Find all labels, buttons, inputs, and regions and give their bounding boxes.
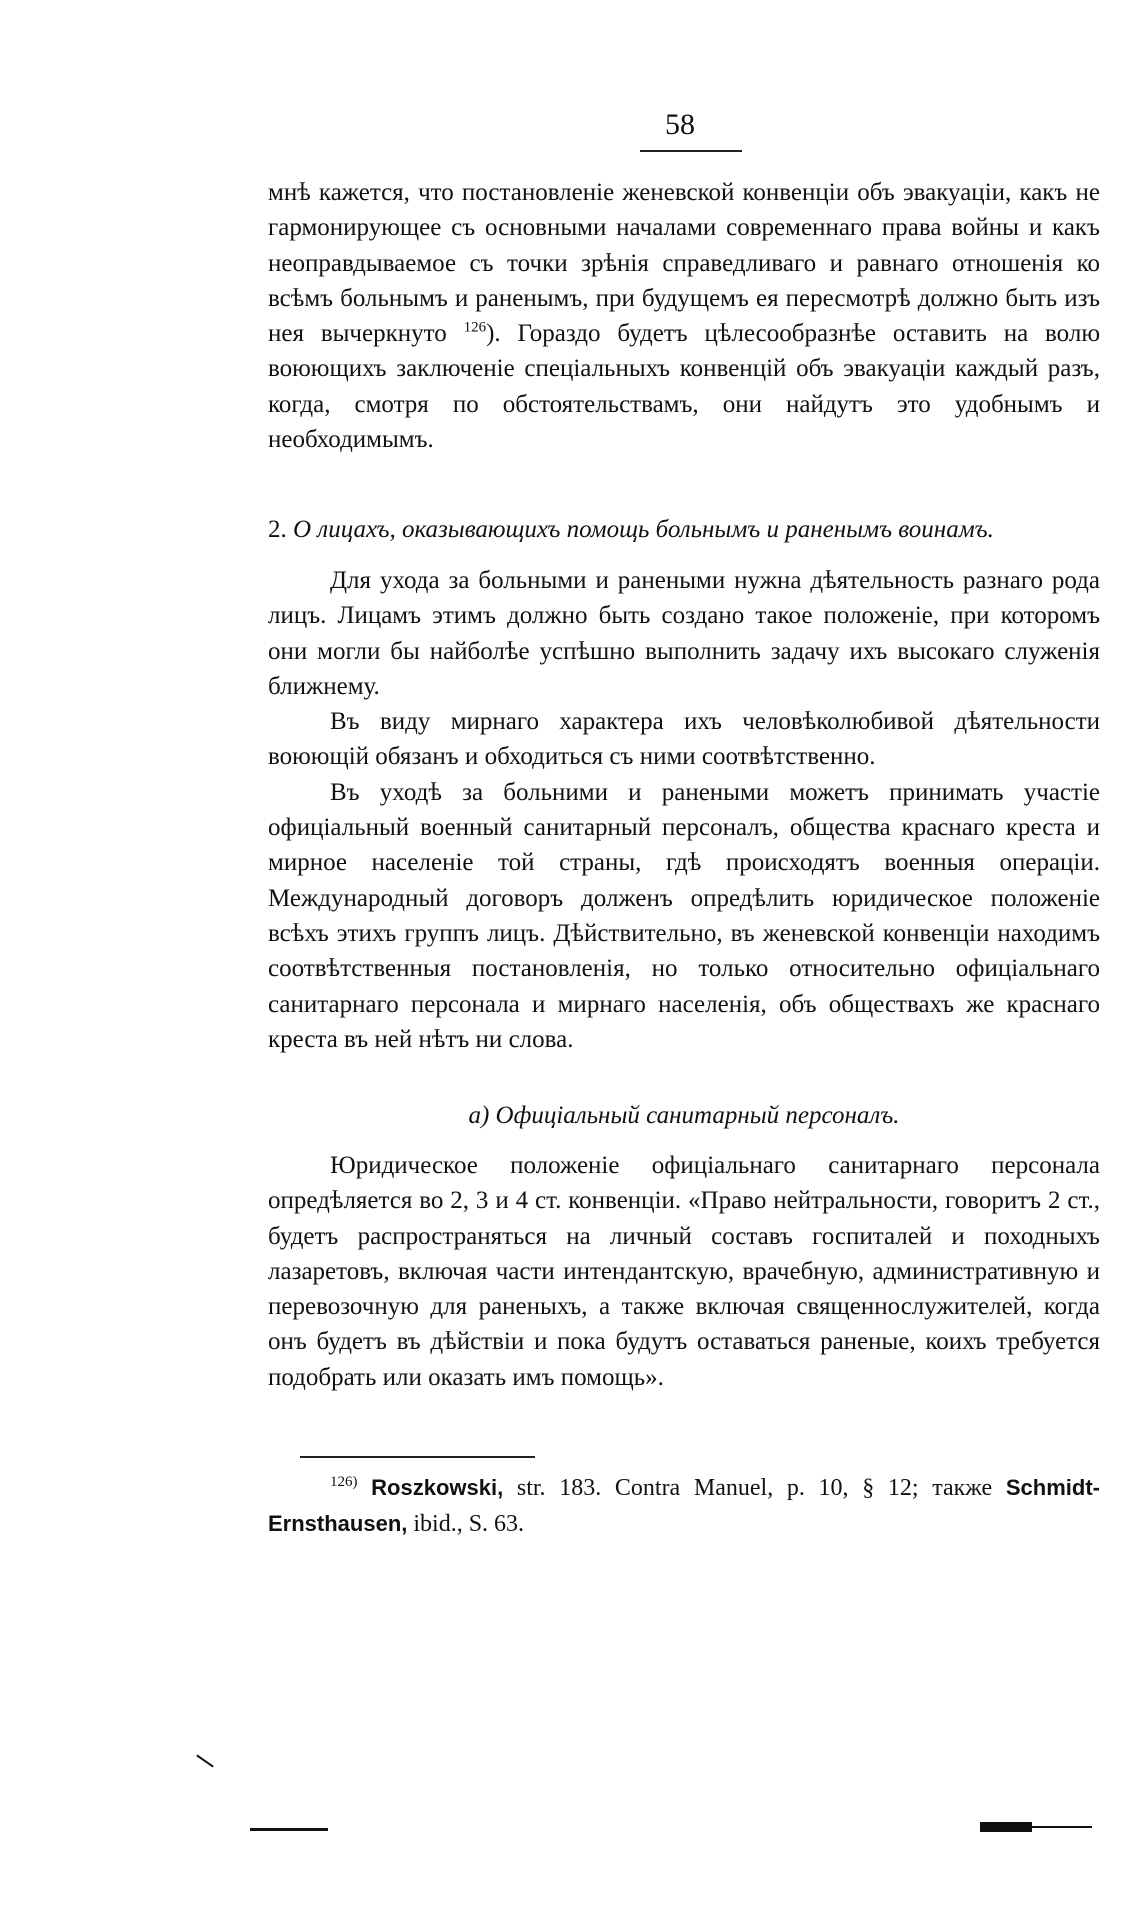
footnote-text: str. 183. Contra Manuel, p. 10, § 12; также [503,1475,1006,1501]
section-number: 2. [268,516,287,543]
footnote-text: ibid., S. 63. [407,1511,525,1537]
footnote-author: Schmidt-Ernsthausen, [268,1475,1100,1536]
paragraph-text: Въ уходѣ за больними и ранеными можетъ принимать участіе офиціальный военный санитарный персоналъ, общества краснаго креста и мирное населеніе той страны, гдѣ происходятъ военныя операціи. Международный договоръ долженъ опредѣлить юридическое положеніе всѣхъ этихъ группъ лицъ. Дѣйствительно, въ женевской конвенціи находимъ соотвѣтственныя постановленія, но только относительно офиціальнаго санитарнаго персонала и мирнаго населенія, объ обществахъ же краснаго креста въ ней нѣтъ ни слова. [268,778,1100,1053]
paragraph-evacuation [268,175,1100,457]
paragraph-text: Юридическое положеніе офиціальнаго санитарнаго персонала опредѣляется во 2, 3 и 4 ст. конвенціи. «Право нейтральности, говоритъ 2 ст., будетъ распространяться на личный составъ госпиталей и походныхъ лазаретовъ, включая части интендантскую, врачебную, административную и перевозочную для раненыхъ, а также включая священнослужителей, когда онъ будетъ въ дѣйствіи и пока будутъ оставаться раненые, коихъ требуется подобрать или оказать имъ помощь». [268,1152,1100,1391]
paragraph-care [268,563,1100,1057]
footnote-reference: 126 [463,319,487,336]
footnote-rule [300,1456,535,1458]
scan-artifact [1032,1826,1092,1828]
scan-artifact [980,1822,1032,1832]
scan-artifact [250,1828,328,1831]
footnote [268,1470,1100,1542]
paragraph-official-personnel [268,1148,1100,1395]
page-number: 58 [665,108,695,141]
scan-artifact [196,1754,214,1767]
section-title: О лицахъ, оказывающихъ помощь больнымъ и раненымъ воинамъ. [293,516,994,543]
paragraph-text: Для ухода за больными и ранеными нужна дѣятельность разнаго рода лицъ. Лицамъ этимъ должно быть создано такое положеніе, при которомъ они могли бы найболѣе успѣшно выполнить задачу ихъ высокаго служенія ближнему. [268,567,1100,700]
footnote-marker: 126) [330,1474,358,1490]
page-number-rule [640,150,742,152]
footnote-author: Roszkowski, [371,1475,504,1500]
section-heading [268,512,1100,547]
paragraph-text: Въ виду мирнаго характера ихъ человѣколюбивой дѣятельности воюющій обязанъ и обходиться съ ними соотвѣтственно. [268,708,1100,771]
paragraph-text: ). Гораздо будетъ цѣлесообразнѣе оставить на волю воюющихъ заключеніе спеціальныхъ конвенцій объ эвакуаціи каждый разъ, когда, смотря по обстоятельствамъ, они найдутъ это удобнымъ и необходимымъ. [268,320,1101,454]
paragraph-text: мнѣ кажется, что постановленіе женевской конвенціи объ эвакуаціи, какъ не гармонирующее съ основными началами современнаго права войны и какъ неоправдываемое съ точки зрѣнія справедливаго и равнаго отношенія ко всѣмъ больнымъ и раненымъ, при будущемъ ея пересмотрѣ должно быть изъ нея вычеркнуто [268,179,1100,348]
subsection-heading: а) Офиціальный санитарный персоналъ. [468,1102,900,1129]
